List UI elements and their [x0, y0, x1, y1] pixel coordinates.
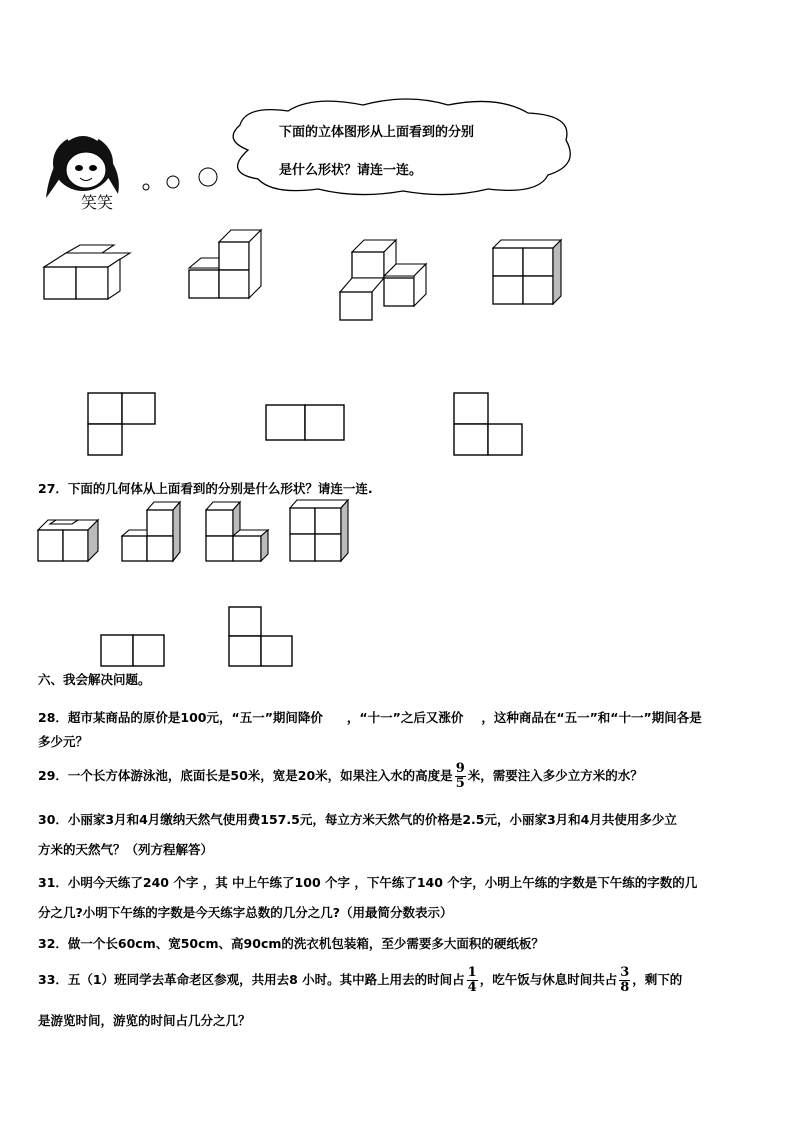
q30-line-1: 30．小丽家3月和4月缴纳天然气使用费157.5元，每立方米天然气的价格是2.5元，小丽家3月和4月共使用多少立: [38, 812, 677, 827]
q29-fraction: $\frac{9}{5}$: [455, 761, 465, 791]
solid-3: [340, 238, 430, 323]
q33-part-1: 33．五（1）班同学去革命老区参观，共用去8 小时。其中路上用去的时间占: [38, 972, 465, 987]
q29-line: [38, 758, 643, 794]
q27-solid-3: [206, 502, 270, 564]
topview-b: [266, 405, 346, 443]
solid-2: [189, 228, 264, 300]
q33-line-2: 是游览时间，游览的时间占几分之几？: [38, 1013, 251, 1028]
q31-line-1: 31．小明今天练了240 个字 ，其 中上午练了100 个字 ，下午练了140 个字，小明上午练的字数是下午练的字数的几: [38, 875, 698, 890]
thought-bubble: [218, 95, 583, 200]
q28-part-1: 28．超市某商品的原价是100元，“五一”期间降价: [38, 710, 323, 725]
q29-part-1: 29．一个长方体游泳池，底面长是50米，宽是20米，如果注入水的高度是: [38, 768, 453, 783]
solid-4: [493, 238, 568, 308]
bubble-line-2: 是什么形状？请连一连。: [279, 163, 423, 178]
q27-topview-a: [101, 635, 167, 669]
character-label: 笑笑: [81, 193, 114, 212]
q33-part-2: ，吃午饭与休息时间共占: [479, 972, 618, 987]
q29-part-2: 米，需要注入多少立方米的水？: [467, 768, 643, 783]
section-6-title: 六、我会解决问题。: [38, 672, 151, 687]
q31-line-2: 分之几?小明下午练的字数是今天练字总数的几分之几?（用最简分数表示）: [38, 905, 453, 920]
solid-1: [44, 245, 124, 301]
q27-text: 27．下面的几何体从上面看到的分别是什么形状？请连一连.: [38, 481, 373, 496]
q28-part-2: ，“十一”之后又涨价: [346, 710, 464, 725]
q33-part-3: ，剩下的: [632, 972, 683, 987]
q30-line-2: 方米的天然气？（列方程解答）: [38, 842, 214, 857]
q27-solid-4: [290, 500, 354, 564]
q32-text: 32．做一个长60cm、宽50cm、高90cm的洗衣机包装箱，至少需要多大面积的硬纸板？: [38, 936, 544, 951]
q33-fraction-1: $\frac{1}{4}$: [467, 965, 477, 995]
bubble-line-1: 下面的立体图形从上面看到的分别: [279, 125, 475, 140]
q33-line-1: [38, 961, 682, 999]
q27-topview-b: [229, 607, 295, 669]
q28-line-1: [38, 710, 702, 725]
q28-line-2: 多少元？: [38, 734, 89, 749]
q27-solid-1: [38, 518, 102, 564]
q28-part-3: ，这种商品在“五一”和“十一”期间各是: [481, 710, 702, 725]
q33-fraction-2: $\frac{3}{8}$: [620, 965, 630, 995]
thought-dots: [140, 165, 220, 195]
q27-solid-2: [122, 502, 186, 564]
topview-c: [454, 393, 526, 457]
topview-a: [88, 393, 158, 457]
